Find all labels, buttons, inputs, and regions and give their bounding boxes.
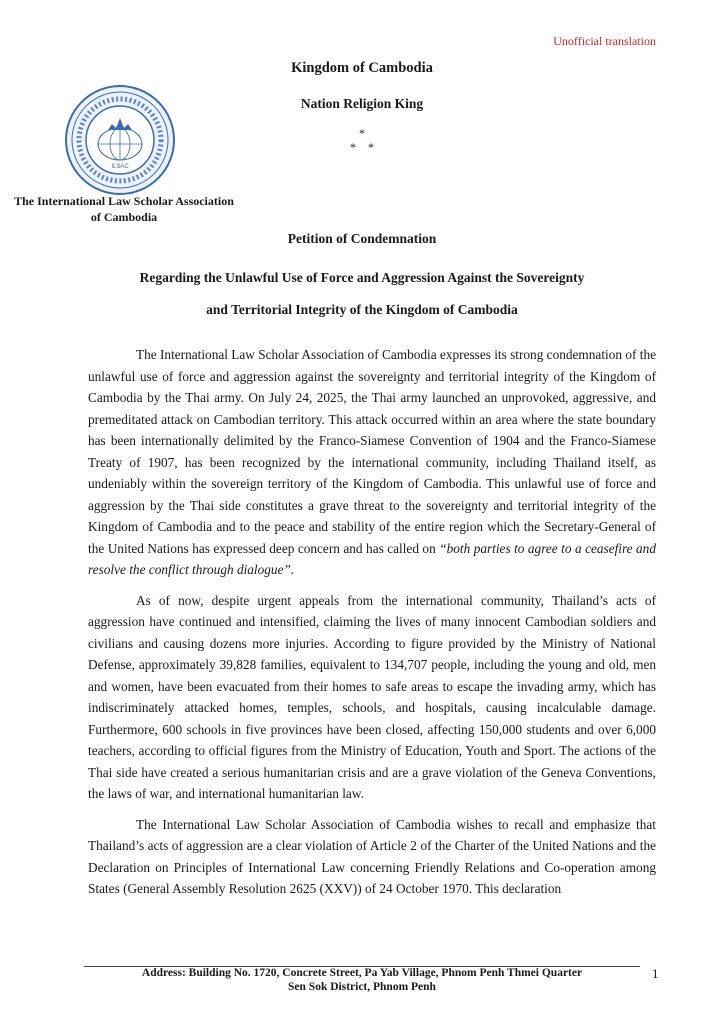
national-motto: Nation Religion King <box>300 96 424 111</box>
paragraph-1-quote: “both parties to agree to a ceasefire and resolve the conflict through dialogue”. <box>88 540 656 577</box>
page-number: 1 <box>652 966 659 981</box>
organization-name-line2: of Cambodia <box>90 210 158 224</box>
organization-name-line1: The International Law Scholar Association <box>14 194 234 208</box>
kingdom-heading: Kingdom of Cambodia <box>291 60 433 76</box>
star-top: * <box>359 126 365 140</box>
association-seal-logo <box>64 84 176 196</box>
address-line2: Sen Sok District, Phnom Penh <box>288 980 436 993</box>
petition-title: Petition of Condemnation <box>287 231 437 246</box>
paragraph-1-text: The International Law Scholar Association of Cambodia expresses its strong condemnation of the unlawful use of force and aggression against the sovereignty and territorial integrity of the Kingdom of Cambodia by the Thai army. On July 24, 2025, the Thai army launched an unprovoked, aggressive, and premeditated attack on Cambodian territory. This attack occurred within an area where the state boundary has been internationally delimited by the Franco-Siamese Convention of 1904 and the Franco-Siamese Treaty of 1907, has been recognized by the international community, including Thailand itself, as undeniably within the sovereign territory of the Kingdom of Cambodia. This unlawful use of force and aggression by the Thai side constitutes a grave threat to the sovereignty and territorial integrity of the Kingdom of Cambodia and to the peace and stability of the entire region which the Secretary-General of the United Nations has expressed deep concern and has called on <box>88 347 656 556</box>
organization-name <box>2 193 246 225</box>
subject-line1: Regarding the Unlawful Use of Force and Aggression Against the Sovereignty <box>139 270 585 285</box>
paragraph-1 <box>88 344 656 581</box>
address-line1: Address: Building No. 1720, Concrete Street, Pa Yab Village, Phnom Penh Thmei Quarter <box>141 967 583 979</box>
paragraph-2: As of now, despite urgent appeals from the international community, Thailand’s acts of aggression have continued and intensified, claiming the lives of many innocent Cambodian soldiers and civilians and causing dozens more injuries. According to figure provided by the Ministry of National Defense, approximately 39,828 families, equivalent to 134,707 people, including the young and old, men and women, have been evacuated from their homes to safe areas to escape the invading army, which has indiscriminately attacked homes, temples, schools, and hospitals, causing incalculable damage. Furthermore, 600 schools in five provinces have been closed, affecting 150,000 students and over 6,000 teachers, according to official figures from the Ministry of Education, Youth and Sport. The actions of the Thai side have created a serious humanitarian crisis and are a grave violation of the Geneva Conventions, the laws of war, and international humanitarian law. <box>88 592 656 801</box>
footer-address <box>84 967 640 994</box>
petition-subject <box>0 262 724 326</box>
stars-bottom: * * <box>350 140 374 154</box>
document-body <box>88 344 656 909</box>
paragraph-3: The International Law Scholar Association of Cambodia wishes to recall and emphasize that Thailand’s acts of aggression are a clear violation of Article 2 of the Charter of the United Nations and the Declaration on Principles of International Law concerning Friendly Relations and Co-operation among States (General Assembly Resolution 2625 (XXV)) of 24 October 1970. This declaration <box>88 816 656 896</box>
unofficial-translation-note: Unofficial translation <box>553 34 656 48</box>
seal-inner-text: ILSAC <box>111 164 129 170</box>
subject-line2: and Territorial Integrity of the Kingdom of Cambodia <box>206 302 518 317</box>
